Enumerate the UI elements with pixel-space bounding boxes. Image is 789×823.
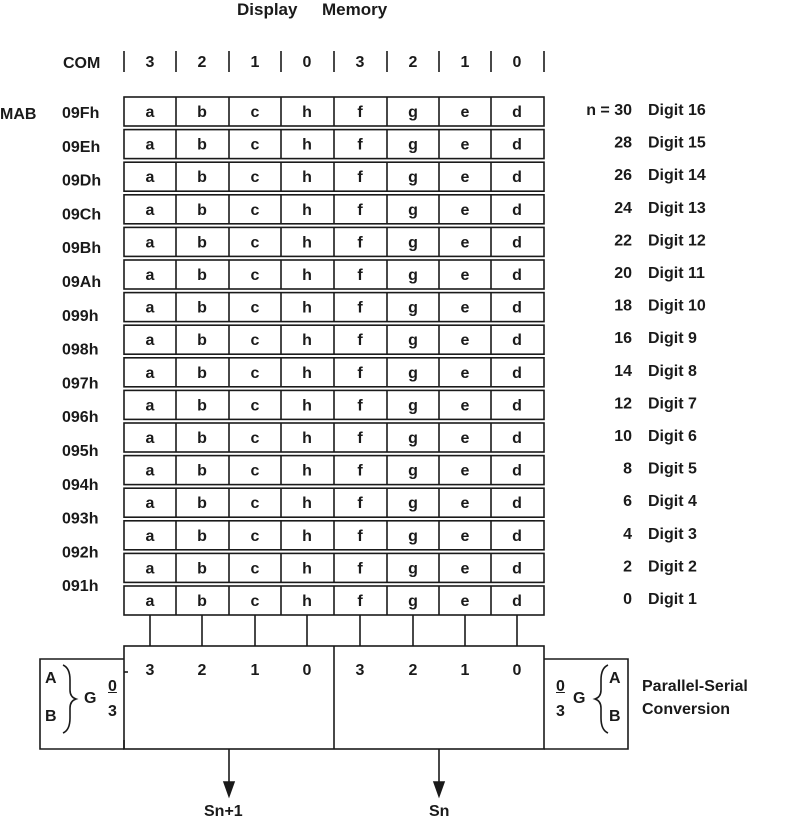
- row-digit-label: Digit 7: [648, 395, 697, 413]
- row-digit-label: Digit 14: [648, 167, 706, 185]
- left-mux-g: G: [84, 690, 97, 707]
- segment-cell: g: [408, 495, 418, 513]
- segment-cell: h: [302, 136, 312, 154]
- com-value: 1: [250, 54, 260, 71]
- segment-cell: h: [302, 169, 312, 187]
- output-arrow-right-arrowhead: [434, 782, 444, 796]
- row-n-value: 8: [623, 460, 632, 478]
- row-digit-label: Digit 12: [648, 232, 706, 250]
- segment-cell: e: [460, 234, 470, 252]
- com-value: 0: [512, 54, 522, 71]
- segment-cell: f: [357, 201, 363, 219]
- mab-address: 094h: [62, 476, 99, 494]
- row-digit-label: Digit 1: [648, 591, 697, 608]
- segment-cell: g: [408, 527, 418, 545]
- segment-cell: g: [408, 560, 418, 578]
- segment-cell: b: [197, 169, 207, 187]
- segment-cell: h: [302, 593, 312, 610]
- row-n-value: 14: [614, 362, 632, 380]
- segment-cell: c: [250, 332, 260, 350]
- segment-cell: a: [145, 201, 155, 219]
- conversion-label-1: Parallel-Serial: [642, 678, 748, 695]
- segment-cell: d: [512, 397, 522, 415]
- segment-cell: f: [357, 430, 363, 447]
- row-digit-label: Digit 5: [648, 460, 697, 478]
- segment-cell: e: [460, 169, 470, 187]
- right-mux-0: 0: [556, 678, 565, 695]
- left-mux-b: B: [45, 708, 57, 725]
- conversion-label-2: Conversion: [642, 701, 731, 718]
- segment-cell: b: [197, 593, 207, 610]
- segment-cell: b: [197, 201, 207, 219]
- output-sn-plus-1: Sn+1: [204, 803, 243, 820]
- segment-cell: g: [408, 104, 418, 121]
- segment-cell: c: [250, 593, 260, 610]
- segment-cell: e: [460, 527, 470, 545]
- segment-cell: e: [460, 267, 470, 284]
- title-memory: Memory: [322, 0, 388, 19]
- segment-cell: c: [250, 560, 260, 578]
- segment-cell: c: [250, 462, 260, 480]
- segment-cell: b: [197, 527, 207, 545]
- segment-cell: e: [460, 364, 470, 382]
- segment-cell: h: [302, 462, 312, 480]
- segment-cell: c: [250, 364, 260, 382]
- segment-cell: g: [408, 332, 418, 350]
- segment-cell: f: [357, 104, 363, 121]
- segment-cell: b: [197, 364, 207, 382]
- title-display: Display: [237, 0, 298, 19]
- row-digit-label: Digit 16: [648, 102, 706, 119]
- segment-cell: h: [302, 560, 312, 578]
- converter-number: 1: [460, 662, 470, 679]
- com-value: 3: [355, 54, 365, 71]
- segment-cell: b: [197, 136, 207, 154]
- segment-cell: f: [357, 527, 363, 545]
- segment-cell: f: [357, 234, 363, 252]
- segment-cell: e: [460, 430, 470, 447]
- segment-cell: h: [302, 364, 312, 382]
- segment-cell: f: [357, 462, 363, 480]
- segment-cell: c: [250, 299, 260, 317]
- mab-address: 09Dh: [62, 172, 102, 190]
- converter-number: 2: [408, 662, 418, 679]
- mab-address: 096h: [62, 409, 99, 427]
- segment-cell: b: [197, 430, 207, 447]
- output-sn: Sn: [429, 803, 450, 820]
- mab-address: 099h: [62, 307, 99, 325]
- segment-cell: g: [408, 364, 418, 382]
- segment-cell: a: [145, 364, 155, 382]
- mab-address: 09Ch: [62, 206, 102, 224]
- segment-cell: b: [197, 397, 207, 415]
- segment-cell: g: [408, 462, 418, 480]
- segment-cell: f: [357, 560, 363, 578]
- left-mux-brace: [63, 665, 76, 733]
- row-n-value: 22: [614, 232, 632, 250]
- segment-cell: h: [302, 430, 312, 447]
- left-mux-3: 3: [108, 703, 117, 720]
- segment-cell: h: [302, 201, 312, 219]
- row-digit-label: Digit 3: [648, 525, 697, 543]
- segment-cell: c: [250, 267, 260, 284]
- row-n-value: 6: [623, 493, 632, 511]
- mab-address: 09Bh: [62, 240, 102, 258]
- segment-cell: b: [197, 560, 207, 578]
- mab-address: 097h: [62, 375, 99, 393]
- mab-address: 093h: [62, 510, 99, 528]
- row-n-value: 18: [614, 297, 632, 315]
- segment-cell: c: [250, 201, 260, 219]
- segment-cell: h: [302, 234, 312, 252]
- output-arrow-left-arrowhead: [224, 782, 234, 796]
- segment-cell: e: [460, 397, 470, 415]
- segment-cell: g: [408, 267, 418, 284]
- row-digit-label: Digit 15: [648, 134, 706, 152]
- segment-cell: b: [197, 234, 207, 252]
- segment-cell: f: [357, 593, 363, 610]
- row-digit-label: Digit 9: [648, 330, 697, 348]
- segment-cell: b: [197, 462, 207, 480]
- segment-cell: c: [250, 495, 260, 513]
- segment-cell: h: [302, 267, 312, 284]
- row-digit-label: Digit 11: [648, 265, 705, 282]
- segment-cell: b: [197, 299, 207, 317]
- segment-cell: a: [145, 560, 155, 578]
- converter-number: 2: [197, 662, 207, 679]
- segment-cell: a: [145, 430, 155, 447]
- segment-cell: h: [302, 397, 312, 415]
- segment-cell: e: [460, 104, 470, 121]
- segment-cell: c: [250, 169, 260, 187]
- segment-cell: e: [460, 332, 470, 350]
- segment-cell: d: [512, 136, 522, 154]
- row-n-value: 0: [623, 591, 632, 608]
- row-n-value: 28: [614, 134, 632, 152]
- segment-cell: a: [145, 104, 155, 121]
- segment-cell: f: [357, 332, 363, 350]
- segment-cell: e: [460, 201, 470, 219]
- segment-cell: a: [145, 234, 155, 252]
- segment-cell: c: [250, 104, 260, 121]
- segment-cell: g: [408, 136, 418, 154]
- converter-number: 3: [355, 662, 365, 679]
- segment-cell: f: [357, 136, 363, 154]
- mab-address: 09Ah: [62, 274, 102, 291]
- segment-cell: g: [408, 169, 418, 187]
- segment-cell: b: [197, 104, 207, 121]
- com-value: 1: [460, 54, 470, 71]
- mab-address: 091h: [62, 578, 99, 596]
- segment-cell: a: [145, 136, 155, 154]
- segment-cell: g: [408, 397, 418, 415]
- row-digit-label: Digit 10: [648, 297, 706, 315]
- row-digit-label: Digit 6: [648, 428, 697, 445]
- mab-address: 098h: [62, 341, 99, 359]
- segment-cell: h: [302, 299, 312, 317]
- row-digit-label: Digit 4: [648, 493, 697, 511]
- segment-cell: g: [408, 201, 418, 219]
- segment-cell: b: [197, 495, 207, 513]
- mab-label: MAB: [0, 106, 37, 123]
- segment-cell: d: [512, 462, 522, 480]
- segment-cell: a: [145, 495, 155, 513]
- converter-number: 0: [302, 662, 312, 679]
- segment-cell: g: [408, 234, 418, 252]
- segment-cell: f: [357, 364, 363, 382]
- left-mux-0: 0: [108, 678, 117, 695]
- segment-cell: d: [512, 560, 522, 578]
- segment-cell: c: [250, 234, 260, 252]
- row-n-value: 2: [623, 558, 632, 576]
- segment-cell: e: [460, 495, 470, 513]
- right-mux-g: G: [573, 690, 586, 707]
- segment-cell: d: [512, 593, 522, 610]
- segment-cell: a: [145, 462, 155, 480]
- segment-cell: d: [512, 527, 522, 545]
- mab-address: 09Eh: [62, 138, 101, 156]
- row-n-value: 12: [614, 395, 632, 413]
- right-mux-3: 3: [556, 703, 565, 720]
- segment-cell: e: [460, 560, 470, 578]
- segment-cell: f: [357, 169, 363, 187]
- segment-cell: f: [357, 267, 363, 284]
- segment-cell: f: [357, 299, 363, 317]
- row-n-value: 20: [614, 265, 632, 282]
- segment-cell: b: [197, 267, 207, 284]
- segment-cell: d: [512, 169, 522, 187]
- segment-cell: a: [145, 267, 155, 284]
- converter-number: 1: [250, 662, 260, 679]
- segment-cell: a: [145, 299, 155, 317]
- segment-cell: a: [145, 332, 155, 350]
- converter-number: 3: [145, 662, 155, 679]
- row-n-value: n = 30: [586, 102, 632, 119]
- com-value: 0: [302, 54, 312, 71]
- row-digit-label: Digit 8: [648, 362, 697, 380]
- segment-cell: h: [302, 332, 312, 350]
- row-n-value: 24: [614, 199, 632, 217]
- segment-cell: a: [145, 169, 155, 187]
- segment-cell: e: [460, 593, 470, 610]
- segment-cell: c: [250, 136, 260, 154]
- mab-address: 095h: [62, 443, 99, 460]
- com-label: COM: [63, 55, 101, 72]
- mab-address: 09Fh: [62, 105, 100, 122]
- segment-cell: f: [357, 495, 363, 513]
- segment-cell: a: [145, 527, 155, 545]
- row-n-value: 26: [614, 167, 632, 185]
- segment-cell: d: [512, 364, 522, 382]
- segment-cell: e: [460, 136, 470, 154]
- segment-cell: e: [460, 299, 470, 317]
- segment-cell: c: [250, 527, 260, 545]
- segment-cell: d: [512, 201, 522, 219]
- segment-cell: g: [408, 430, 418, 447]
- com-value: 3: [145, 54, 155, 71]
- segment-cell: a: [145, 397, 155, 415]
- row-digit-label: Digit 13: [648, 199, 706, 217]
- segment-cell: d: [512, 104, 522, 121]
- segment-cell: g: [408, 593, 418, 610]
- row-n-value: 4: [623, 525, 632, 543]
- right-mux-a: A: [609, 670, 621, 687]
- segment-cell: h: [302, 527, 312, 545]
- segment-cell: d: [512, 332, 522, 350]
- segment-cell: c: [250, 430, 260, 447]
- segment-cell: h: [302, 495, 312, 513]
- segment-cell: c: [250, 397, 260, 415]
- segment-cell: d: [512, 234, 522, 252]
- left-mux-a: A: [45, 670, 57, 687]
- segment-cell: d: [512, 430, 522, 447]
- right-mux-brace: [595, 665, 608, 733]
- segment-cell: f: [357, 397, 363, 415]
- row-digit-label: Digit 2: [648, 558, 697, 576]
- segment-cell: d: [512, 299, 522, 317]
- segment-cell: a: [145, 593, 155, 610]
- segment-cell: d: [512, 495, 522, 513]
- converter-number: 0: [512, 662, 522, 679]
- segment-cell: g: [408, 299, 418, 317]
- com-value: 2: [408, 54, 418, 71]
- right-mux-b: B: [609, 708, 621, 725]
- segment-cell: e: [460, 462, 470, 480]
- segment-cell: d: [512, 267, 522, 284]
- row-n-value: 16: [614, 330, 632, 348]
- segment-cell: h: [302, 104, 312, 121]
- com-value: 2: [197, 54, 207, 71]
- segment-cell: b: [197, 332, 207, 350]
- mab-address: 092h: [62, 544, 99, 562]
- row-n-value: 10: [614, 428, 632, 445]
